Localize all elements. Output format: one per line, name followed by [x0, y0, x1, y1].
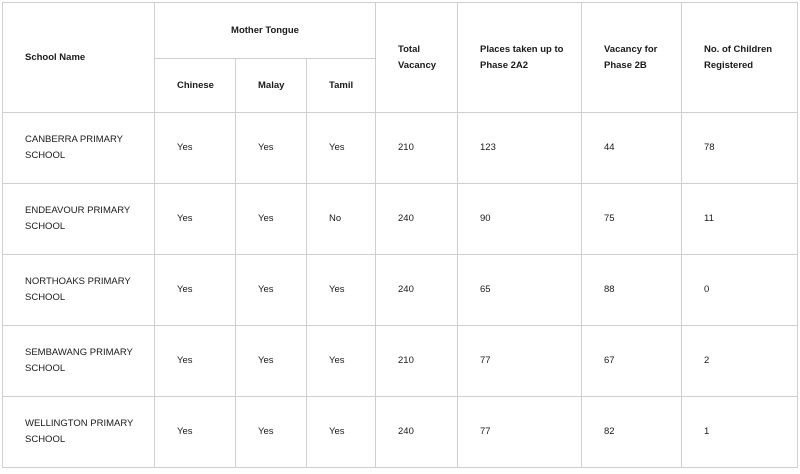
cell-school: CANBERRA PRIMARY SCHOOL	[3, 113, 155, 184]
vacancy-table-container	[2, 2, 798, 468]
cell-school: WELLINGTON PRIMARY SCHOOL	[3, 397, 155, 468]
table-row	[3, 326, 798, 397]
header-places-taken: Places taken up to Phase 2A2	[458, 3, 582, 113]
header-mother-tongue: Mother Tongue	[155, 3, 376, 59]
header-chinese: Chinese	[155, 59, 236, 113]
cell-malay: Yes	[236, 184, 307, 255]
cell-places-taken: 77	[458, 397, 582, 468]
cell-malay: Yes	[236, 255, 307, 326]
cell-children-registered: 2	[682, 326, 798, 397]
cell-malay: Yes	[236, 326, 307, 397]
cell-places-taken: 65	[458, 255, 582, 326]
cell-total-vacancy: 240	[376, 255, 458, 326]
table-row	[3, 184, 798, 255]
cell-school: SEMBAWANG PRIMARY SCHOOL	[3, 326, 155, 397]
header-malay: Malay	[236, 59, 307, 113]
cell-children-registered: 11	[682, 184, 798, 255]
header-total-vacancy: Total Vacancy	[376, 3, 458, 113]
vacancy-table	[2, 2, 798, 468]
table-row	[3, 255, 798, 326]
cell-tamil: Yes	[307, 326, 376, 397]
cell-malay: Yes	[236, 113, 307, 184]
cell-chinese: Yes	[155, 184, 236, 255]
cell-vacancy-2b: 88	[582, 255, 682, 326]
cell-vacancy-2b: 75	[582, 184, 682, 255]
cell-vacancy-2b: 67	[582, 326, 682, 397]
header-children-registered: No. of Children Registered	[682, 3, 798, 113]
header-vacancy-2b: Vacancy for Phase 2B	[582, 3, 682, 113]
cell-school: NORTHOAKS PRIMARY SCHOOL	[3, 255, 155, 326]
table-row	[3, 397, 798, 468]
cell-tamil: Yes	[307, 113, 376, 184]
cell-children-registered: 78	[682, 113, 798, 184]
cell-school: ENDEAVOUR PRIMARY SCHOOL	[3, 184, 155, 255]
cell-vacancy-2b: 82	[582, 397, 682, 468]
cell-malay: Yes	[236, 397, 307, 468]
cell-vacancy-2b: 44	[582, 113, 682, 184]
header-school-name: School Name	[3, 3, 155, 113]
cell-children-registered: 0	[682, 255, 798, 326]
cell-total-vacancy: 210	[376, 326, 458, 397]
cell-total-vacancy: 240	[376, 184, 458, 255]
cell-tamil: No	[307, 184, 376, 255]
cell-tamil: Yes	[307, 255, 376, 326]
cell-total-vacancy: 240	[376, 397, 458, 468]
cell-chinese: Yes	[155, 113, 236, 184]
cell-children-registered: 1	[682, 397, 798, 468]
table-header-row	[3, 3, 798, 59]
cell-chinese: Yes	[155, 326, 236, 397]
cell-chinese: Yes	[155, 255, 236, 326]
header-tamil: Tamil	[307, 59, 376, 113]
cell-chinese: Yes	[155, 397, 236, 468]
table-row	[3, 113, 798, 184]
cell-places-taken: 77	[458, 326, 582, 397]
cell-tamil: Yes	[307, 397, 376, 468]
cell-places-taken: 123	[458, 113, 582, 184]
cell-places-taken: 90	[458, 184, 582, 255]
cell-total-vacancy: 210	[376, 113, 458, 184]
